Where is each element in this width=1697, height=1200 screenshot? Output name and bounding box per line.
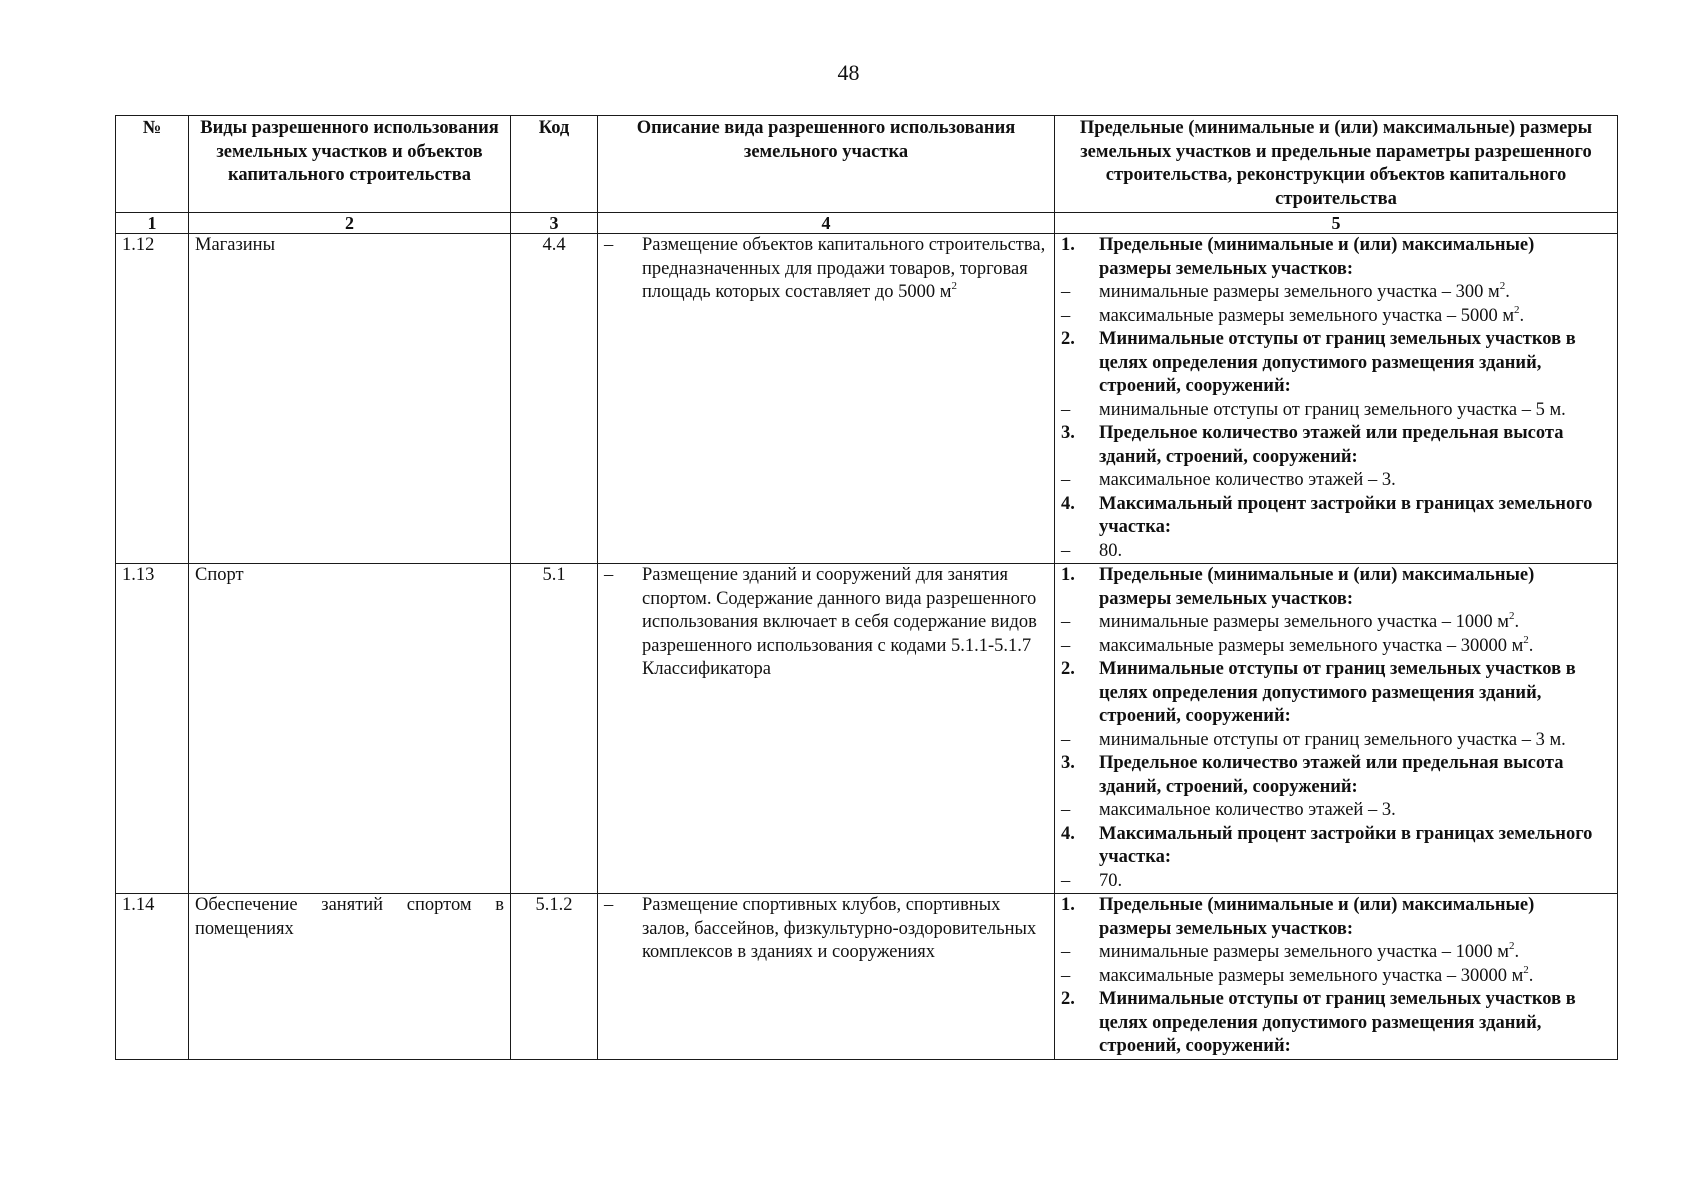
description-text: Размещение спортивных клубов, спортивных залов, бассейнов, физкультурно-оздоровительных комплексов в зданиях и сооружениях [642,895,1037,962]
parameter-text: Предельные (минимальные и (или) максимальные) размеры земельных участков: [1099,565,1535,609]
description-text: Размещение зданий и сооружений для занятия спортом. Содержание данного вида разрешенного использования включает в себя содержание видов разрешенного использования с кодами 5.1.1-5.1.7 Классификатора [642,565,1037,679]
table-row [116,234,1618,564]
use-type-name: Магазины [189,234,511,564]
parameter-item [1061,281,1611,305]
column-number: 2 [189,213,511,234]
parameter-heading [1061,422,1611,469]
description-item [604,564,1048,682]
parameters-cell [1055,894,1618,1060]
parameter-item [1061,941,1611,965]
header-number: № [116,116,189,213]
parameter-text: Предельное количество этажей или предельная высота зданий, строений, сооружений: [1099,753,1564,797]
parameter-marker: 3. [1061,753,1075,773]
description-item [604,894,1048,965]
parameter-marker: – [1061,282,1071,302]
header-code: Код [511,116,598,213]
parameter-marker: 4. [1061,823,1075,844]
parameter-text: Предельное количество этажей или предельная высота зданий, строений, сооружений: [1099,423,1564,467]
parameter-marker: 3. [1061,423,1075,443]
table-header-row [116,116,1618,213]
parameter-heading [1061,752,1611,799]
parameter-item [1061,540,1611,564]
header-parameters: Предельные (минимальные и (или) максимальные) размеры земельных участков и предельные параметры разрешенного строительства, реконструкции объектов капитального строительства [1055,116,1618,213]
parameter-heading [1061,564,1611,611]
parameter-marker: 1. [1061,235,1075,255]
parameter-marker: – [1061,305,1071,326]
superscript: 2 [1514,303,1520,316]
parameter-heading [1061,823,1611,870]
parameter-heading [1061,988,1611,1059]
parameter-marker: – [1061,729,1071,750]
land-use-table [115,115,1618,1060]
parameter-marker: 2. [1061,989,1075,1009]
parameter-item [1061,469,1611,493]
dash-marker: – [604,565,614,585]
parameter-marker: – [1061,540,1071,561]
superscript: 2 [1509,610,1515,622]
parameter-text: максимальные размеры земельного участка – 30000 $м^2$. [1099,963,1534,986]
column-number: 4 [598,213,1055,234]
parameter-marker: 4. [1061,493,1075,514]
parameter-marker: – [1061,612,1071,632]
parameter-marker: – [1061,942,1071,962]
row-number: 1.12 [116,234,189,564]
parameter-text: Минимальные отступы от границ земельных участков в целях определения допустимого размещения зданий, строений, сооружений: [1099,989,1576,1056]
parameter-marker: 1. [1061,895,1075,915]
parameter-marker: – [1061,800,1071,820]
use-code: 4.4 [511,234,598,564]
superscript: 2 [1523,963,1529,976]
dash-marker: – [604,235,614,255]
table-body [116,234,1618,1060]
page-number: 48 [837,60,860,85]
superscript: 2 [951,280,957,292]
parameters-cell [1055,564,1618,894]
parameter-marker: – [1061,965,1071,986]
parameter-text: минимальные отступы от границ земельного участка – 5 м. [1099,399,1566,420]
use-code: 5.1 [511,564,598,894]
parameter-item [1061,305,1611,329]
parameter-text: минимальные размеры земельного участка – 300 $м^2$. [1099,280,1510,302]
parameter-item [1061,729,1611,753]
parameter-text: Максимальный процент застройки в границах земельного участка: [1099,823,1593,867]
parameter-text: минимальные размеры земельного участка – 1000 $м^2$. [1099,940,1520,962]
column-number: 3 [511,213,598,234]
table-row [116,894,1618,1060]
use-code: 5.1.2 [511,894,598,1060]
header-use-type: Виды разрешенного использования земельных участков и объектов капитального строительства [189,116,511,213]
description-cell [598,564,1055,894]
parameter-item [1061,399,1611,423]
parameter-text: Максимальный процент застройки в границах земельного участка: [1099,493,1593,537]
superscript: 2 [1509,940,1515,952]
parameter-text: Минимальные отступы от границ земельных участков в целях определения допустимого размещения зданий, строений, сооружений: [1099,329,1576,396]
parameter-marker: – [1061,635,1071,656]
superscript: 2 [1523,633,1529,646]
parameter-text: максимальное количество этажей – 3. [1099,470,1396,490]
parameter-heading [1061,658,1611,729]
parameter-item [1061,965,1611,989]
parameter-text: 70. [1099,870,1123,891]
dash-marker: – [604,895,614,915]
parameter-heading [1061,493,1611,540]
parameter-text: минимальные отступы от границ земельного участка – 3 м. [1099,729,1566,750]
description-item [604,234,1048,305]
row-number: 1.13 [116,564,189,894]
parameter-item [1061,635,1611,659]
parameter-item [1061,799,1611,823]
parameter-text: максимальное количество этажей – 3. [1099,800,1396,820]
use-type-name: Обеспечение занятий спортом в помещениях [189,894,511,1060]
description-cell [598,234,1055,564]
parameter-text: максимальные размеры земельного участка – 5000 $м^2$. [1099,303,1525,326]
parameter-text: Минимальные отступы от границ земельных участков в целях определения допустимого размещения зданий, строений, сооружений: [1099,659,1576,726]
use-type-name: Спорт [189,564,511,894]
description-cell [598,894,1055,1060]
header-description: Описание вида разрешенного использования земельного участка [598,116,1055,213]
table-row [116,564,1618,894]
parameter-item [1061,870,1611,894]
column-number: 1 [116,213,189,234]
parameter-marker: – [1061,399,1071,420]
parameter-marker: 2. [1061,659,1075,679]
parameter-heading [1061,234,1611,281]
column-number: 5 [1055,213,1618,234]
column-number-row [116,213,1618,234]
row-number: 1.14 [116,894,189,1060]
parameter-text: Предельные (минимальные и (или) максимальные) размеры земельных участков: [1099,235,1535,279]
parameter-marker: 2. [1061,329,1075,349]
parameter-text: максимальные размеры земельного участка – 30000 $м^2$. [1099,633,1534,656]
parameter-heading [1061,894,1611,941]
parameter-marker: – [1061,870,1071,891]
superscript: 2 [1499,280,1506,292]
parameter-heading [1061,328,1611,399]
parameter-text: Предельные (минимальные и (или) максимальные) размеры земельных участков: [1099,895,1535,939]
parameters-cell [1055,234,1618,564]
parameter-marker: 1. [1061,565,1075,585]
parameter-item [1061,611,1611,635]
parameter-text: минимальные размеры земельного участка – 1000 $м^2$. [1099,610,1520,632]
parameter-text: 80. [1099,540,1123,561]
description-text: Размещение объектов капитального строительства, предназначенных для продажи товаров, торговая площадь которых составляет до 5000 $м^2$ [642,235,1046,302]
parameter-marker: – [1061,470,1071,490]
